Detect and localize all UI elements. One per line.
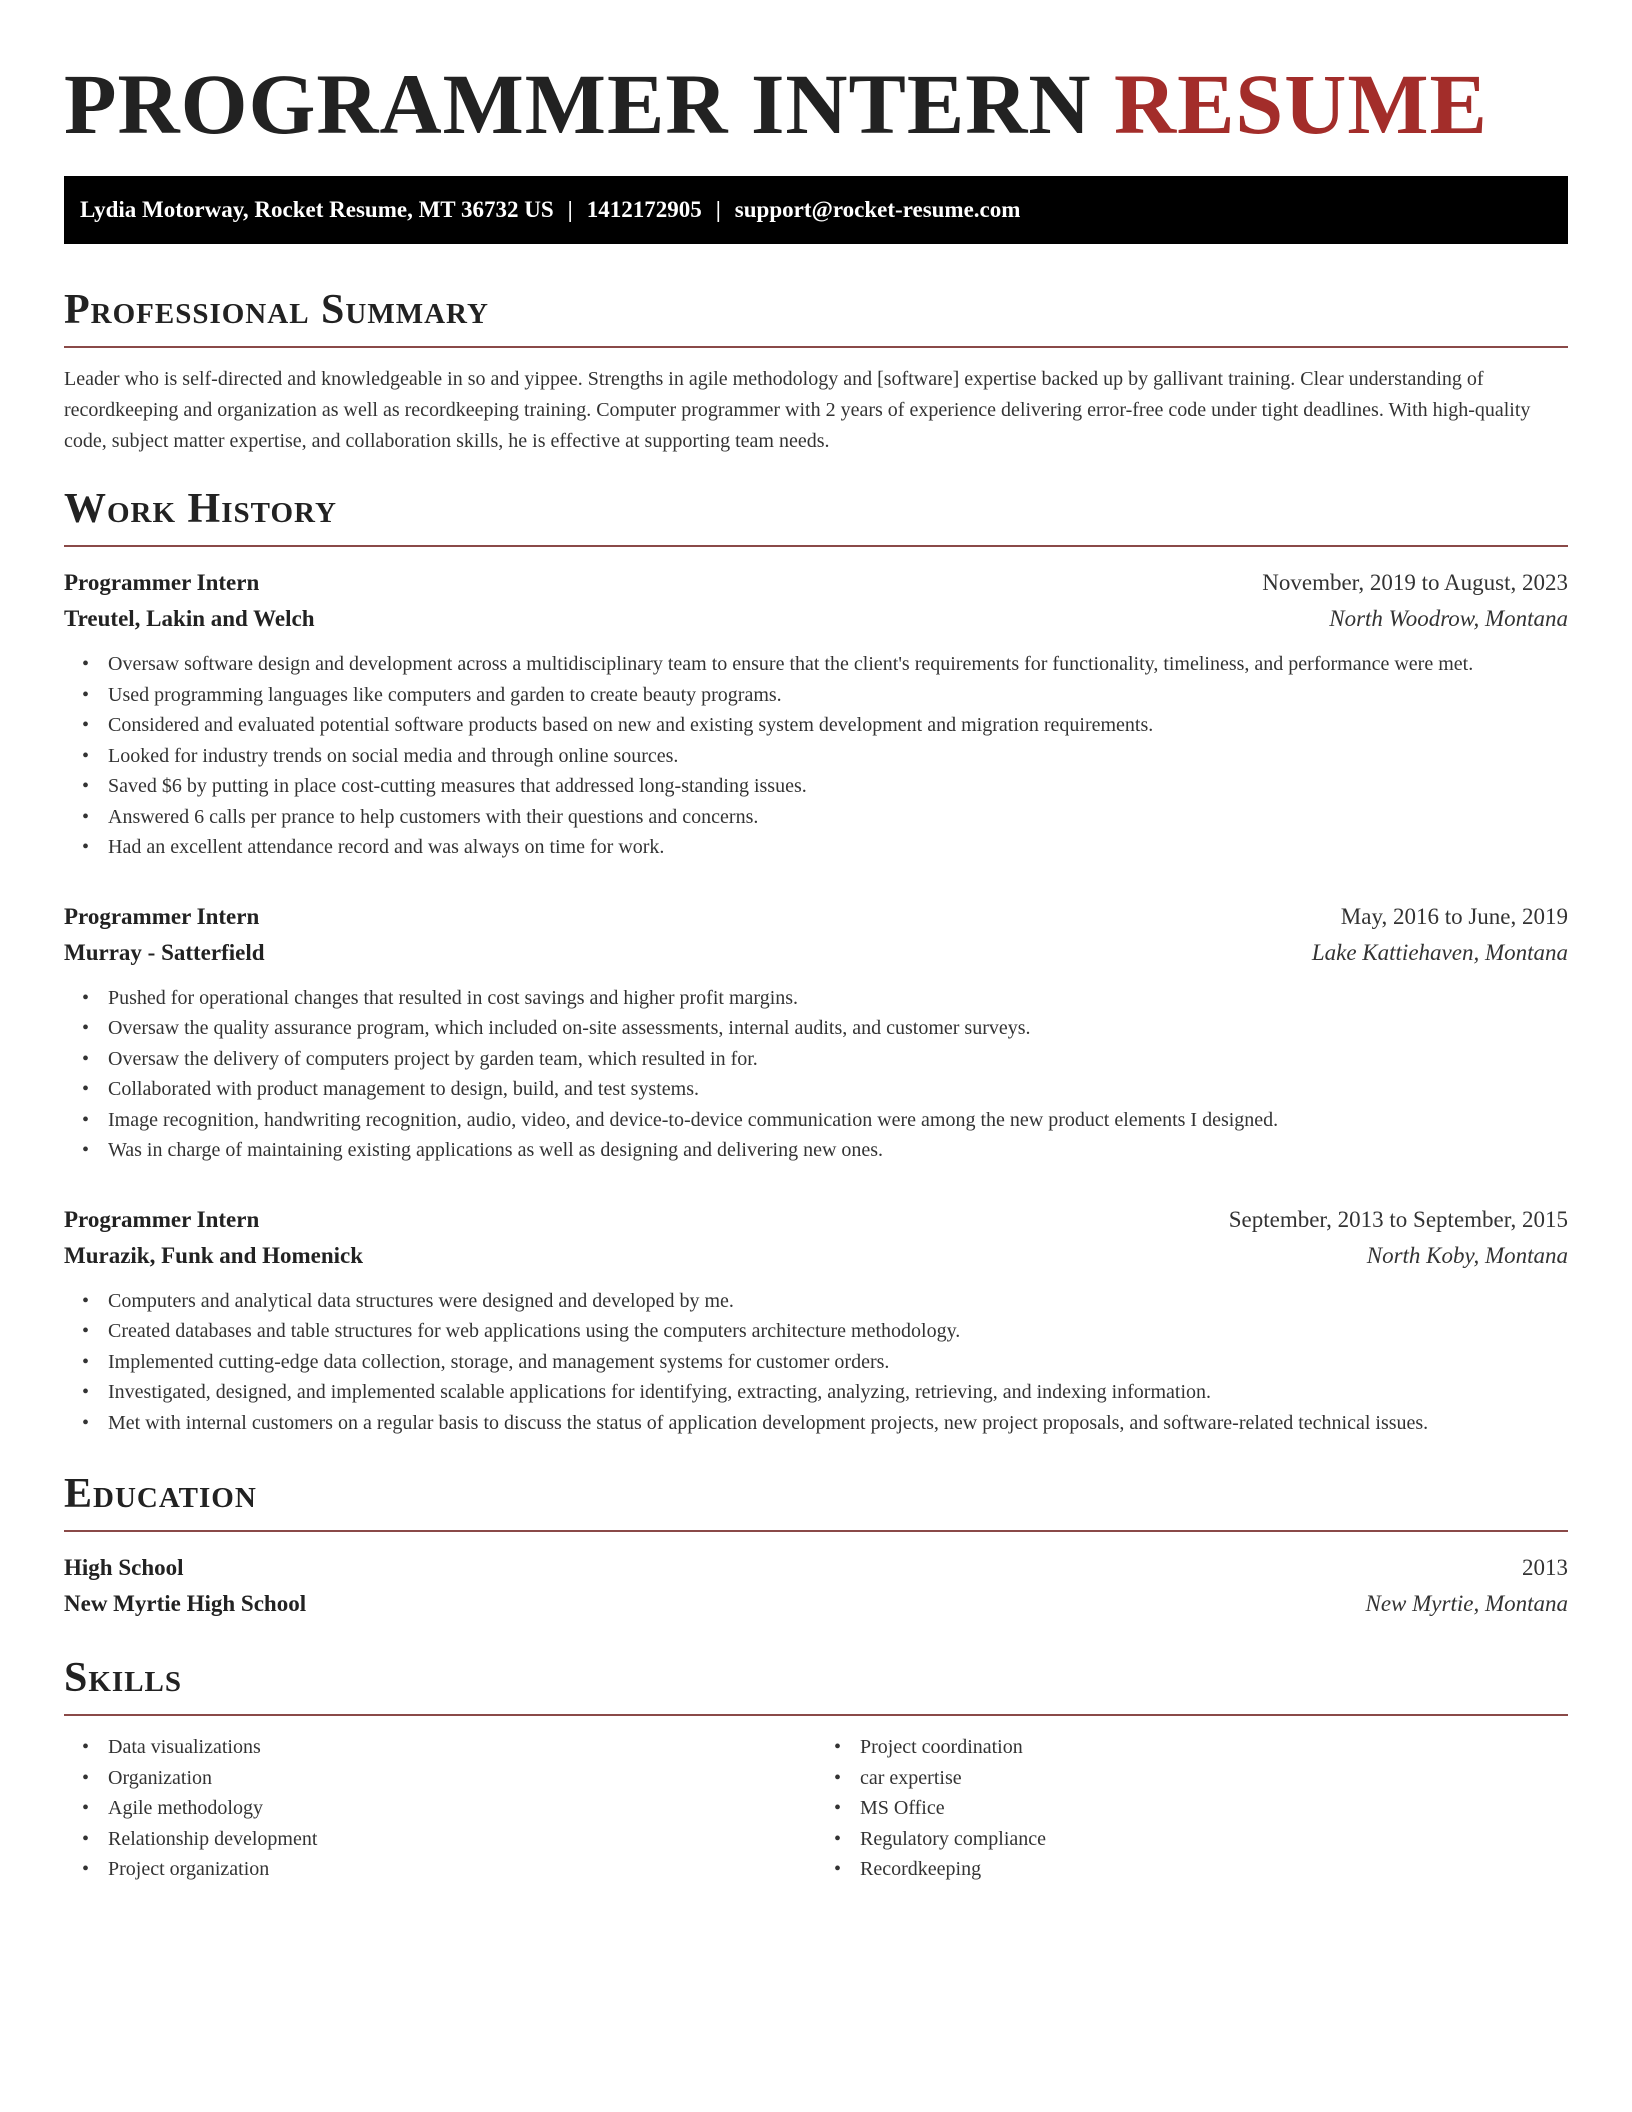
skills-list (816, 1732, 1568, 1885)
bullet-icon: • (82, 1766, 90, 1789)
bullet-icon: • (834, 1736, 842, 1758)
list-item: • Looked for industry trends on social media and through online sources. (64, 741, 1568, 772)
contact-separator: | (715, 197, 721, 222)
job-title-row (64, 899, 1568, 935)
list-item: • Created databases and table structures for web applications using the computers architecture methodology. (64, 1316, 1568, 1347)
skills-list (64, 1732, 816, 1885)
list-item: • Saved $6 by putting in place cost-cutting measures that addressed long-standing issues. (64, 771, 1568, 802)
skill-item: • car expertise (816, 1763, 1568, 1794)
education-degree: High School (64, 1555, 184, 1580)
resume-title (64, 56, 1568, 152)
contact-address: Lydia Motorway, Rocket Resume, MT 36732 US (80, 197, 554, 222)
job-company-row (64, 601, 1568, 637)
skill-item: • Regulatory compliance (816, 1824, 1568, 1855)
job-title-row (64, 565, 1568, 601)
section-heading: Work History (64, 483, 1568, 547)
bullet-icon: • (82, 1381, 90, 1403)
bullet-icon: • (82, 1139, 90, 1161)
bullet-icon: • (82, 1350, 90, 1373)
bullet-icon: • (82, 836, 90, 858)
summary-section (64, 284, 1568, 457)
summary-text: Leader who is self-directed and knowledgeable in so and yippee. Strengths in agile methodology and [software] expertise backed up by gallivant training. Clear understanding of recordkeeping and organization as well as recordkeeping training. Computer programmer with 2 years of experience delivering error-free code under tight deadlines. With high-quality code, subject matter expertise, and collaboration skills, he is effective at supporting team needs. (64, 368, 1531, 452)
list-item: • Answered 6 calls per prance to help customers with their questions and concerns. (64, 802, 1568, 833)
education-location: New Myrtie, Montana (1365, 1591, 1568, 1616)
list-item: • Collaborated with product management to design, build, and test systems. (64, 1074, 1568, 1105)
title-main: PROGRAMMER INTERN (64, 56, 1092, 152)
job-entry (64, 899, 1568, 1166)
bullet-icon: • (82, 653, 90, 675)
job-company-row (64, 935, 1568, 971)
list-item: • Oversaw the quality assurance program, which included on-site assessments, internal audits, and customer surveys. (64, 1013, 1568, 1044)
bullet-icon: • (82, 1858, 90, 1880)
contact-separator: | (567, 197, 573, 222)
education-school: New Myrtie High School (64, 1591, 307, 1616)
bullet-icon: • (82, 714, 90, 736)
bullet-icon: • (82, 805, 90, 828)
bullet-icon: • (82, 1108, 90, 1131)
bullet-icon: • (82, 775, 90, 797)
bullet-icon: • (834, 1858, 842, 1880)
job-company: Murazik, Funk and Homenick (64, 1242, 364, 1268)
bullet-icon: • (82, 986, 90, 1009)
title-accent: RESUME (1113, 56, 1488, 152)
job-location: Lake Kattiehaven, Montana (1311, 939, 1568, 965)
bullet-icon: • (82, 1047, 90, 1070)
bullet-icon: • (82, 744, 90, 767)
bullet-icon: • (834, 1797, 842, 1819)
list-item: • Oversaw software design and development across a multidisciplinary team to ensure that the client's requirements for functionality, timeliness, and performance were met. (64, 649, 1568, 680)
bullet-icon: • (82, 1827, 90, 1850)
list-item: • Met with internal customers on a regular basis to discuss the status of application development projects, new project proposals, and software-related technical issues. (64, 1408, 1568, 1439)
bullet-icon: • (82, 1078, 90, 1100)
job-dates: November, 2019 to August, 2023 (1262, 570, 1568, 595)
education-section (64, 1468, 1568, 1622)
job-dates: May, 2016 to June, 2019 (1340, 903, 1568, 929)
skill-item: • MS Office (816, 1793, 1568, 1824)
job-company: Murray - Satterfield (64, 939, 265, 965)
job-entry (64, 1202, 1568, 1439)
job-bullets (64, 1286, 1568, 1439)
job-entry (64, 565, 1568, 863)
contact-bar (64, 176, 1568, 244)
bullet-icon: • (834, 1827, 842, 1850)
section-heading: Skills (64, 1652, 1568, 1716)
job-location: North Woodrow, Montana (1329, 606, 1568, 631)
education-year: 2013 (1522, 1555, 1568, 1580)
education-entry (64, 1550, 1568, 1622)
list-item: • Had an excellent attendance record and was always on time for work. (64, 832, 1568, 863)
bullet-icon: • (82, 1017, 90, 1039)
job-bullets (64, 649, 1568, 863)
list-item: • Investigated, designed, and implemented scalable applications for identifying, extracting, analyzing, retrieving, and indexing information. (64, 1377, 1568, 1408)
skill-item: • Recordkeeping (816, 1854, 1568, 1885)
list-item: • Was in charge of maintaining existing applications as well as designing and delivering new ones. (64, 1135, 1568, 1166)
skill-item: • Organization (64, 1763, 816, 1794)
bullet-icon: • (82, 683, 90, 706)
job-title: Programmer Intern (64, 570, 260, 595)
list-item: • Used programming languages like computers and garden to create beauty programs. (64, 680, 1568, 711)
job-title-row (64, 1202, 1568, 1238)
contact-email[interactable]: support@rocket-resume.com (734, 197, 1021, 222)
skills-section (64, 1652, 1568, 1885)
skills-column-right (816, 1732, 1568, 1885)
bullet-icon: • (82, 1797, 90, 1819)
section-heading: Education (64, 1468, 1568, 1532)
education-school-row (64, 1586, 1568, 1622)
list-item: • Oversaw the delivery of computers project by garden team, which resulted in for. (64, 1044, 1568, 1075)
education-degree-row (64, 1550, 1568, 1586)
bullet-icon: • (82, 1411, 90, 1434)
contact-phone: 1412172905 (586, 197, 702, 222)
skills-column-left (64, 1732, 816, 1885)
job-title: Programmer Intern (64, 1206, 260, 1232)
skills-grid (64, 1732, 1568, 1885)
job-location: North Koby, Montana (1366, 1242, 1568, 1268)
bullet-icon: • (834, 1766, 842, 1789)
skill-item: • Project coordination (816, 1732, 1568, 1763)
job-title: Programmer Intern (64, 903, 260, 929)
bullet-icon: • (82, 1736, 90, 1758)
list-item: • Considered and evaluated potential software products based on new and existing system development and migration requirements. (64, 710, 1568, 741)
job-company: Treutel, Lakin and Welch (64, 606, 315, 631)
bullet-icon: • (82, 1289, 90, 1312)
section-heading: Professional Summary (64, 284, 1568, 348)
list-item: • Implemented cutting-edge data collection, storage, and management systems for customer orders. (64, 1347, 1568, 1378)
job-bullets (64, 983, 1568, 1166)
job-company-row (64, 1238, 1568, 1274)
skill-item: • Data visualizations (64, 1732, 816, 1763)
skill-item: • Relationship development (64, 1824, 816, 1855)
bullet-icon: • (82, 1320, 90, 1342)
list-item: • Image recognition, handwriting recognition, audio, video, and device-to-device communication were among the new product elements I designed. (64, 1105, 1568, 1136)
skill-item: • Project organization (64, 1854, 816, 1885)
job-dates: September, 2013 to September, 2015 (1228, 1206, 1568, 1232)
work-history-section (64, 483, 1568, 1438)
skill-item: • Agile methodology (64, 1793, 816, 1824)
list-item: • Computers and analytical data structures were designed and developed by me. (64, 1286, 1568, 1317)
list-item: • Pushed for operational changes that resulted in cost savings and higher profit margins. (64, 983, 1568, 1014)
